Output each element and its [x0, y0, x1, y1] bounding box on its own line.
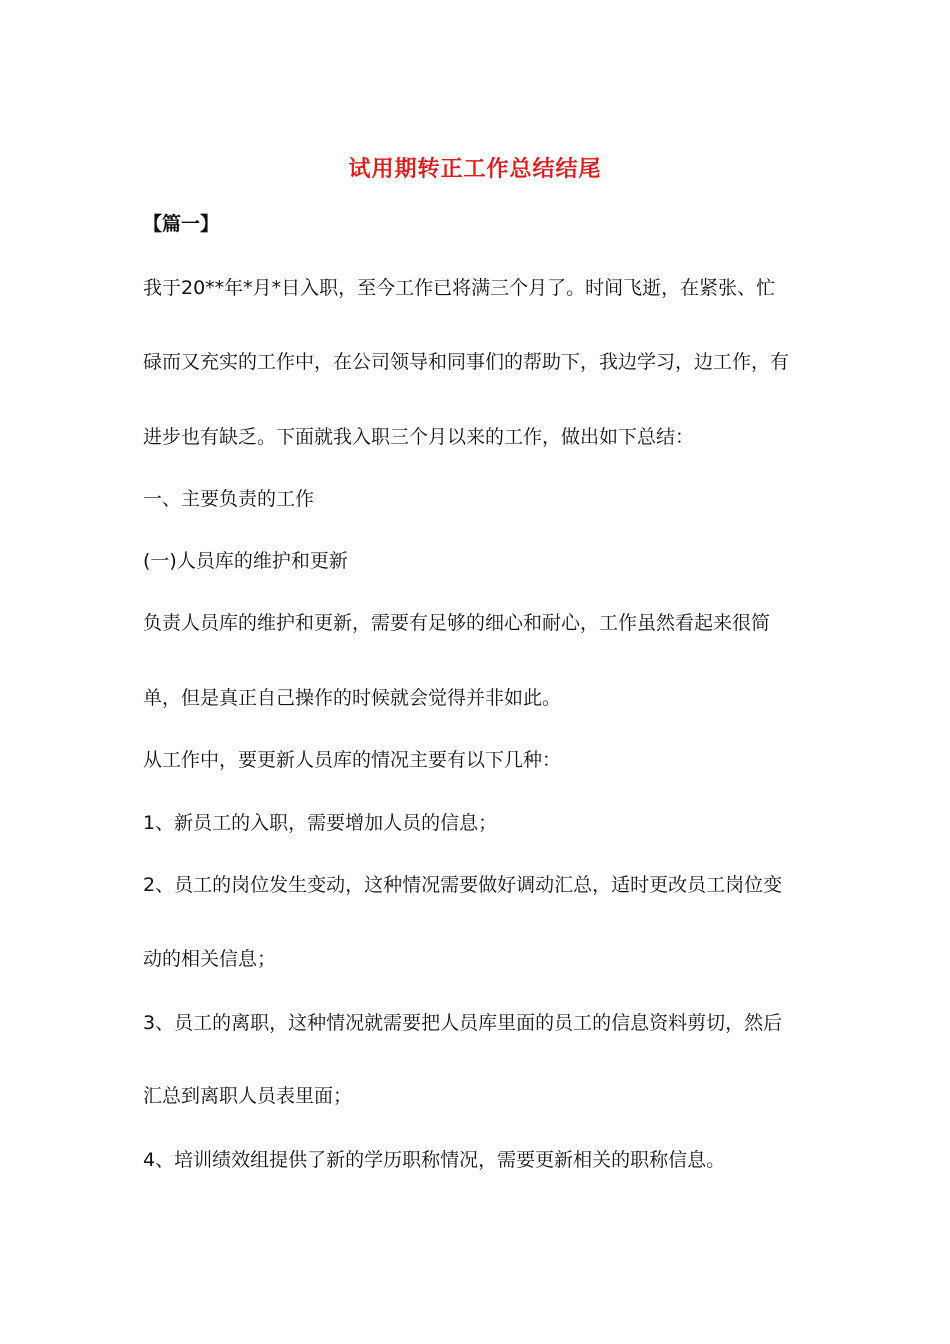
paragraph-line: 从工作中，要更新人员库的情况主要有以下几种：: [143, 749, 562, 771]
paragraph-line: 进步也有缺乏。下面就我入职三个月以来的工作，做出如下总结：: [143, 426, 695, 448]
list-item-line: 动的相关信息；: [143, 948, 277, 970]
heading-line: 一、主要负责的工作: [143, 488, 315, 510]
paragraph-line: 我于20**年*月*日入职，至今工作已将满三个月了。时间飞逝，在紧张、忙: [143, 277, 776, 299]
paragraph-line: 负责人员库的维护和更新，需要有足够的细心和耐心，工作虽然看起来很简: [143, 612, 771, 634]
list-item-line: 汇总到离职人员表里面；: [143, 1085, 353, 1107]
list-item-line: 2、员工的岗位发生变动，这种情况需要做好调动汇总，适时更改员工岗位变: [143, 874, 783, 896]
list-item-line: 3、员工的离职，这种情况就需要把人员库里面的员工的信息资料剪切，然后: [143, 1012, 783, 1034]
list-item-line: 1、新员工的入职，需要增加人员的信息；: [143, 812, 498, 834]
subheading-line: (一)人员库的维护和更新: [143, 550, 348, 572]
paragraph-line: 碌而又充实的工作中，在公司领导和同事们的帮助下，我边学习，边工作，有: [143, 351, 790, 373]
document-title: 试用期转正工作总结结尾: [348, 157, 602, 182]
section-label: 【篇一】: [143, 213, 220, 235]
list-item-line: 4、培训绩效组提供了新的学历职称情况，需要更新相关的职称信息。: [143, 1149, 726, 1171]
paragraph-line: 单，但是真正自己操作的时候就会觉得并非如此。: [143, 687, 562, 709]
